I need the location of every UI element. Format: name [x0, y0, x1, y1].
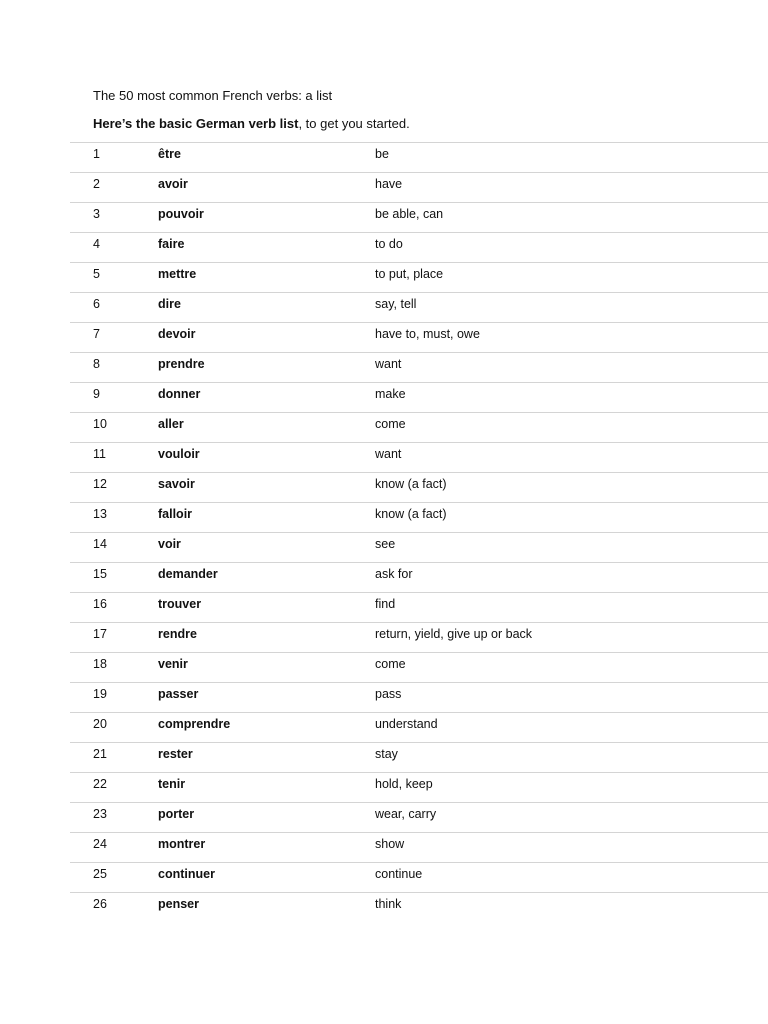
french-verb: être [158, 143, 375, 173]
row-number: 24 [70, 833, 158, 863]
table-row [70, 263, 768, 293]
french-verb: falloir [158, 503, 375, 533]
row-number: 25 [70, 863, 158, 893]
french-verb: aller [158, 413, 375, 443]
verb-table-body [70, 143, 768, 923]
table-row [70, 803, 768, 833]
english-meaning: return, yield, give up or back [375, 623, 768, 653]
table-row [70, 623, 768, 653]
english-meaning: pass [375, 683, 768, 713]
row-number: 10 [70, 413, 158, 443]
french-verb: mettre [158, 263, 375, 293]
french-verb: avoir [158, 173, 375, 203]
row-number: 18 [70, 653, 158, 683]
english-meaning: want [375, 353, 768, 383]
table-row [70, 533, 768, 563]
table-row [70, 563, 768, 593]
french-verb: venir [158, 653, 375, 683]
row-number: 4 [70, 233, 158, 263]
french-verb: vouloir [158, 443, 375, 473]
french-verb: faire [158, 233, 375, 263]
english-meaning: understand [375, 713, 768, 743]
table-row [70, 503, 768, 533]
intro-bold-text: Here’s the basic German verb list [93, 116, 299, 131]
table-row [70, 443, 768, 473]
french-verb: tenir [158, 773, 375, 803]
english-meaning: stay [375, 743, 768, 773]
intro-paragraph [93, 115, 410, 132]
english-meaning: to put, place [375, 263, 768, 293]
english-meaning: come [375, 653, 768, 683]
english-meaning: continue [375, 863, 768, 893]
row-number: 8 [70, 353, 158, 383]
intro-rest-text: , to get you started. [298, 116, 410, 131]
row-number: 2 [70, 173, 158, 203]
table-row [70, 293, 768, 323]
table-row [70, 893, 768, 923]
row-number: 26 [70, 893, 158, 923]
verb-table [70, 142, 768, 923]
table-row [70, 233, 768, 263]
english-meaning: come [375, 413, 768, 443]
english-meaning: to do [375, 233, 768, 263]
table-row [70, 413, 768, 443]
french-verb: prendre [158, 353, 375, 383]
english-meaning: have [375, 173, 768, 203]
row-number: 19 [70, 683, 158, 713]
french-verb: dire [158, 293, 375, 323]
row-number: 13 [70, 503, 158, 533]
row-number: 9 [70, 383, 158, 413]
french-verb: demander [158, 563, 375, 593]
english-meaning: think [375, 893, 768, 923]
table-row [70, 473, 768, 503]
table-row [70, 653, 768, 683]
english-meaning: know (a fact) [375, 473, 768, 503]
english-meaning: say, tell [375, 293, 768, 323]
table-row [70, 353, 768, 383]
french-verb: voir [158, 533, 375, 563]
row-number: 3 [70, 203, 158, 233]
table-row [70, 143, 768, 173]
row-number: 7 [70, 323, 158, 353]
english-meaning: know (a fact) [375, 503, 768, 533]
document-title: The 50 most common French verbs: a list [93, 88, 333, 103]
english-meaning: see [375, 533, 768, 563]
table-row [70, 743, 768, 773]
english-meaning: show [375, 833, 768, 863]
row-number: 16 [70, 593, 158, 623]
french-verb: porter [158, 803, 375, 833]
row-number: 1 [70, 143, 158, 173]
row-number: 12 [70, 473, 158, 503]
row-number: 15 [70, 563, 158, 593]
table-row [70, 833, 768, 863]
row-number: 5 [70, 263, 158, 293]
french-verb: continuer [158, 863, 375, 893]
table-row [70, 203, 768, 233]
row-number: 17 [70, 623, 158, 653]
french-verb: trouver [158, 593, 375, 623]
table-row [70, 773, 768, 803]
row-number: 20 [70, 713, 158, 743]
english-meaning: wear, carry [375, 803, 768, 833]
french-verb: rester [158, 743, 375, 773]
row-number: 22 [70, 773, 158, 803]
table-row [70, 173, 768, 203]
english-meaning: have to, must, owe [375, 323, 768, 353]
row-number: 21 [70, 743, 158, 773]
table-row [70, 383, 768, 413]
english-meaning: want [375, 443, 768, 473]
french-verb: penser [158, 893, 375, 923]
english-meaning: be [375, 143, 768, 173]
table-row [70, 713, 768, 743]
table-row [70, 593, 768, 623]
french-verb: comprendre [158, 713, 375, 743]
english-meaning: hold, keep [375, 773, 768, 803]
french-verb: passer [158, 683, 375, 713]
french-verb: savoir [158, 473, 375, 503]
french-verb: devoir [158, 323, 375, 353]
english-meaning: make [375, 383, 768, 413]
row-number: 11 [70, 443, 158, 473]
french-verb: pouvoir [158, 203, 375, 233]
english-meaning: be able, can [375, 203, 768, 233]
french-verb: rendre [158, 623, 375, 653]
french-verb: donner [158, 383, 375, 413]
row-number: 23 [70, 803, 158, 833]
english-meaning: find [375, 593, 768, 623]
row-number: 6 [70, 293, 158, 323]
table-row [70, 323, 768, 353]
english-meaning: ask for [375, 563, 768, 593]
table-row [70, 683, 768, 713]
table-row [70, 863, 768, 893]
row-number: 14 [70, 533, 158, 563]
french-verb: montrer [158, 833, 375, 863]
